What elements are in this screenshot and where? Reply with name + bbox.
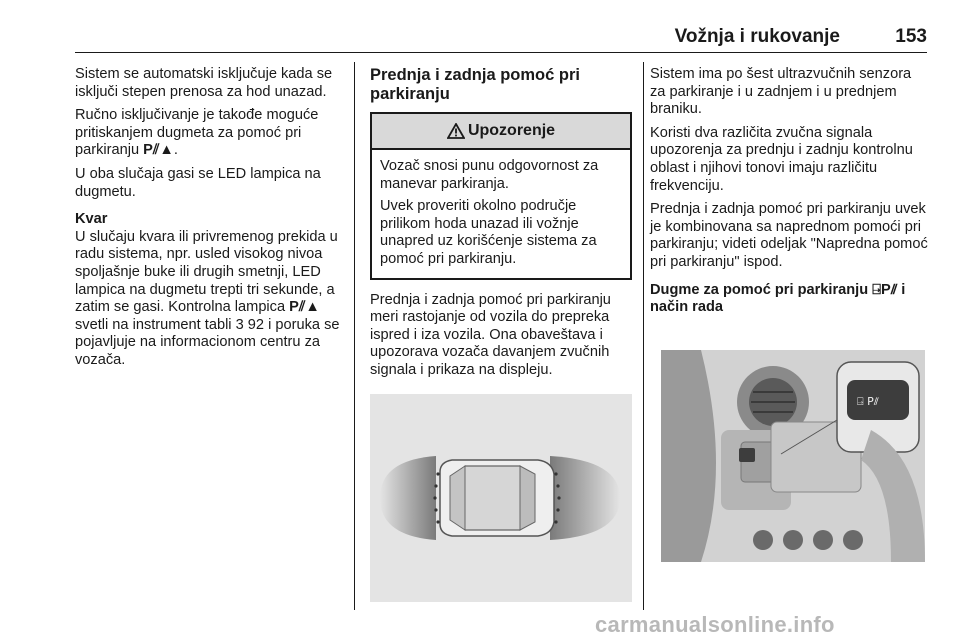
column-divider-2 <box>643 62 644 610</box>
header-rule <box>75 52 927 53</box>
park-button-symbol-icon: ⍈P⫽ <box>872 281 898 298</box>
fault-heading: Kvar <box>75 211 108 228</box>
paragraph-sensors: Sistem ima po šest ultrazvučnih senzora za parkiranje i u zadnjem i u prednjem braniku. <box>650 66 912 118</box>
paragraph-led-off: U oba slučaja gasi se LED lampica na dugmetu. <box>75 165 321 200</box>
warning-body <box>372 150 630 278</box>
warning-header <box>372 114 630 150</box>
dashboard-button-photo <box>661 350 925 562</box>
warning-title: Upozorenje <box>467 122 556 140</box>
paragraph-combined: Prednja i zadnja pomoć pri parkiranju uvek je kombinovana sa naprednom pomoći pri parkiranju; videti odeljak "Napredna pomoć pri parkiranju" ispod. <box>650 201 928 270</box>
sensor-zones-illustration <box>370 394 632 602</box>
paragraph-fault-text-b: svetli na instrument tabli <box>75 316 232 333</box>
paragraph-fault <box>75 229 345 370</box>
watermark: carmanualsonline.info <box>595 612 835 637</box>
paragraph-signals: Koristi dva različita zvučna signala upozorenja za prednju i zadnju kontrolnu oblast i njihovi tonovi imaju različitu frekvenciju. <box>650 124 913 194</box>
warning-paragraph-2: Uvek proveriti okolno područje prilikom hoda unazad ili vožnje unapred uz korišćenje sistema za pomoć pri parkiranju. <box>380 198 597 267</box>
rear-sensor-zone <box>380 456 436 540</box>
page-number: 153 <box>895 26 927 47</box>
paragraph-function: Prednja i zadnja pomoć pri parkiranju meri rastojanje od vozila do prepreka ispred i iza vozila. Ona obaveštava i upozorava vozača davanjem zvučnih signala i prikaza na displeju. <box>370 291 611 378</box>
park-assist-symbol-icon: P⫽▲ <box>289 299 320 316</box>
paragraph-manual-off-text: Ručno isključivanje je takođe moguće pritiskanjem dugmeta za pomoć pri parkiranju <box>75 107 319 159</box>
warning-triangle-icon <box>447 123 465 139</box>
column-divider-1 <box>354 62 355 610</box>
page-reference-link[interactable]: 3 92 <box>235 316 265 333</box>
park-assist-symbol-icon: P⫽▲ <box>143 142 174 159</box>
svg-text:⍈ P⫽: ⍈ P⫽ <box>857 395 879 408</box>
paragraph-manual-off-end: . <box>173 142 178 159</box>
car-top-view-icon <box>433 460 560 536</box>
warning-paragraph-1: Vozač snosi punu odgovornost za manevar parkiranja. <box>380 158 599 192</box>
running-header-title: Vožnja i rukovanje <box>674 26 840 47</box>
park-assist-button-icon <box>739 448 755 462</box>
column-1 <box>75 66 345 376</box>
warning-box <box>370 112 632 280</box>
paragraph-auto-off: Sistem se automatski isključuje kada se isključi stepen prenosa za hod unazad. <box>75 66 333 100</box>
button-heading-text: Dugme za pomoć pri parkiranju <box>650 281 869 298</box>
paragraph-fault-text-c: i poruka se pojavljuje na informacionom centru za vozača. <box>75 316 340 368</box>
button-heading-end: i način rada <box>650 281 906 316</box>
section-heading: Prednja i zadnja pomoć pri parkiranju <box>370 66 580 103</box>
column-3 <box>650 66 928 323</box>
column-2 <box>370 66 632 386</box>
paragraph-manual-off <box>75 107 345 160</box>
paragraph-fault-text-a: U slučaju kvara ili privremenog prekida u radu sistema, npr. usled visokog nivoa spoljašnje buke ili drugih smetnji, LED lampica na dugmetu trepti tri sekunde, a zatim se gasi. Kontrolna lampica <box>75 228 338 316</box>
steering-wheel-shape <box>661 350 716 562</box>
button-heading <box>650 282 928 317</box>
